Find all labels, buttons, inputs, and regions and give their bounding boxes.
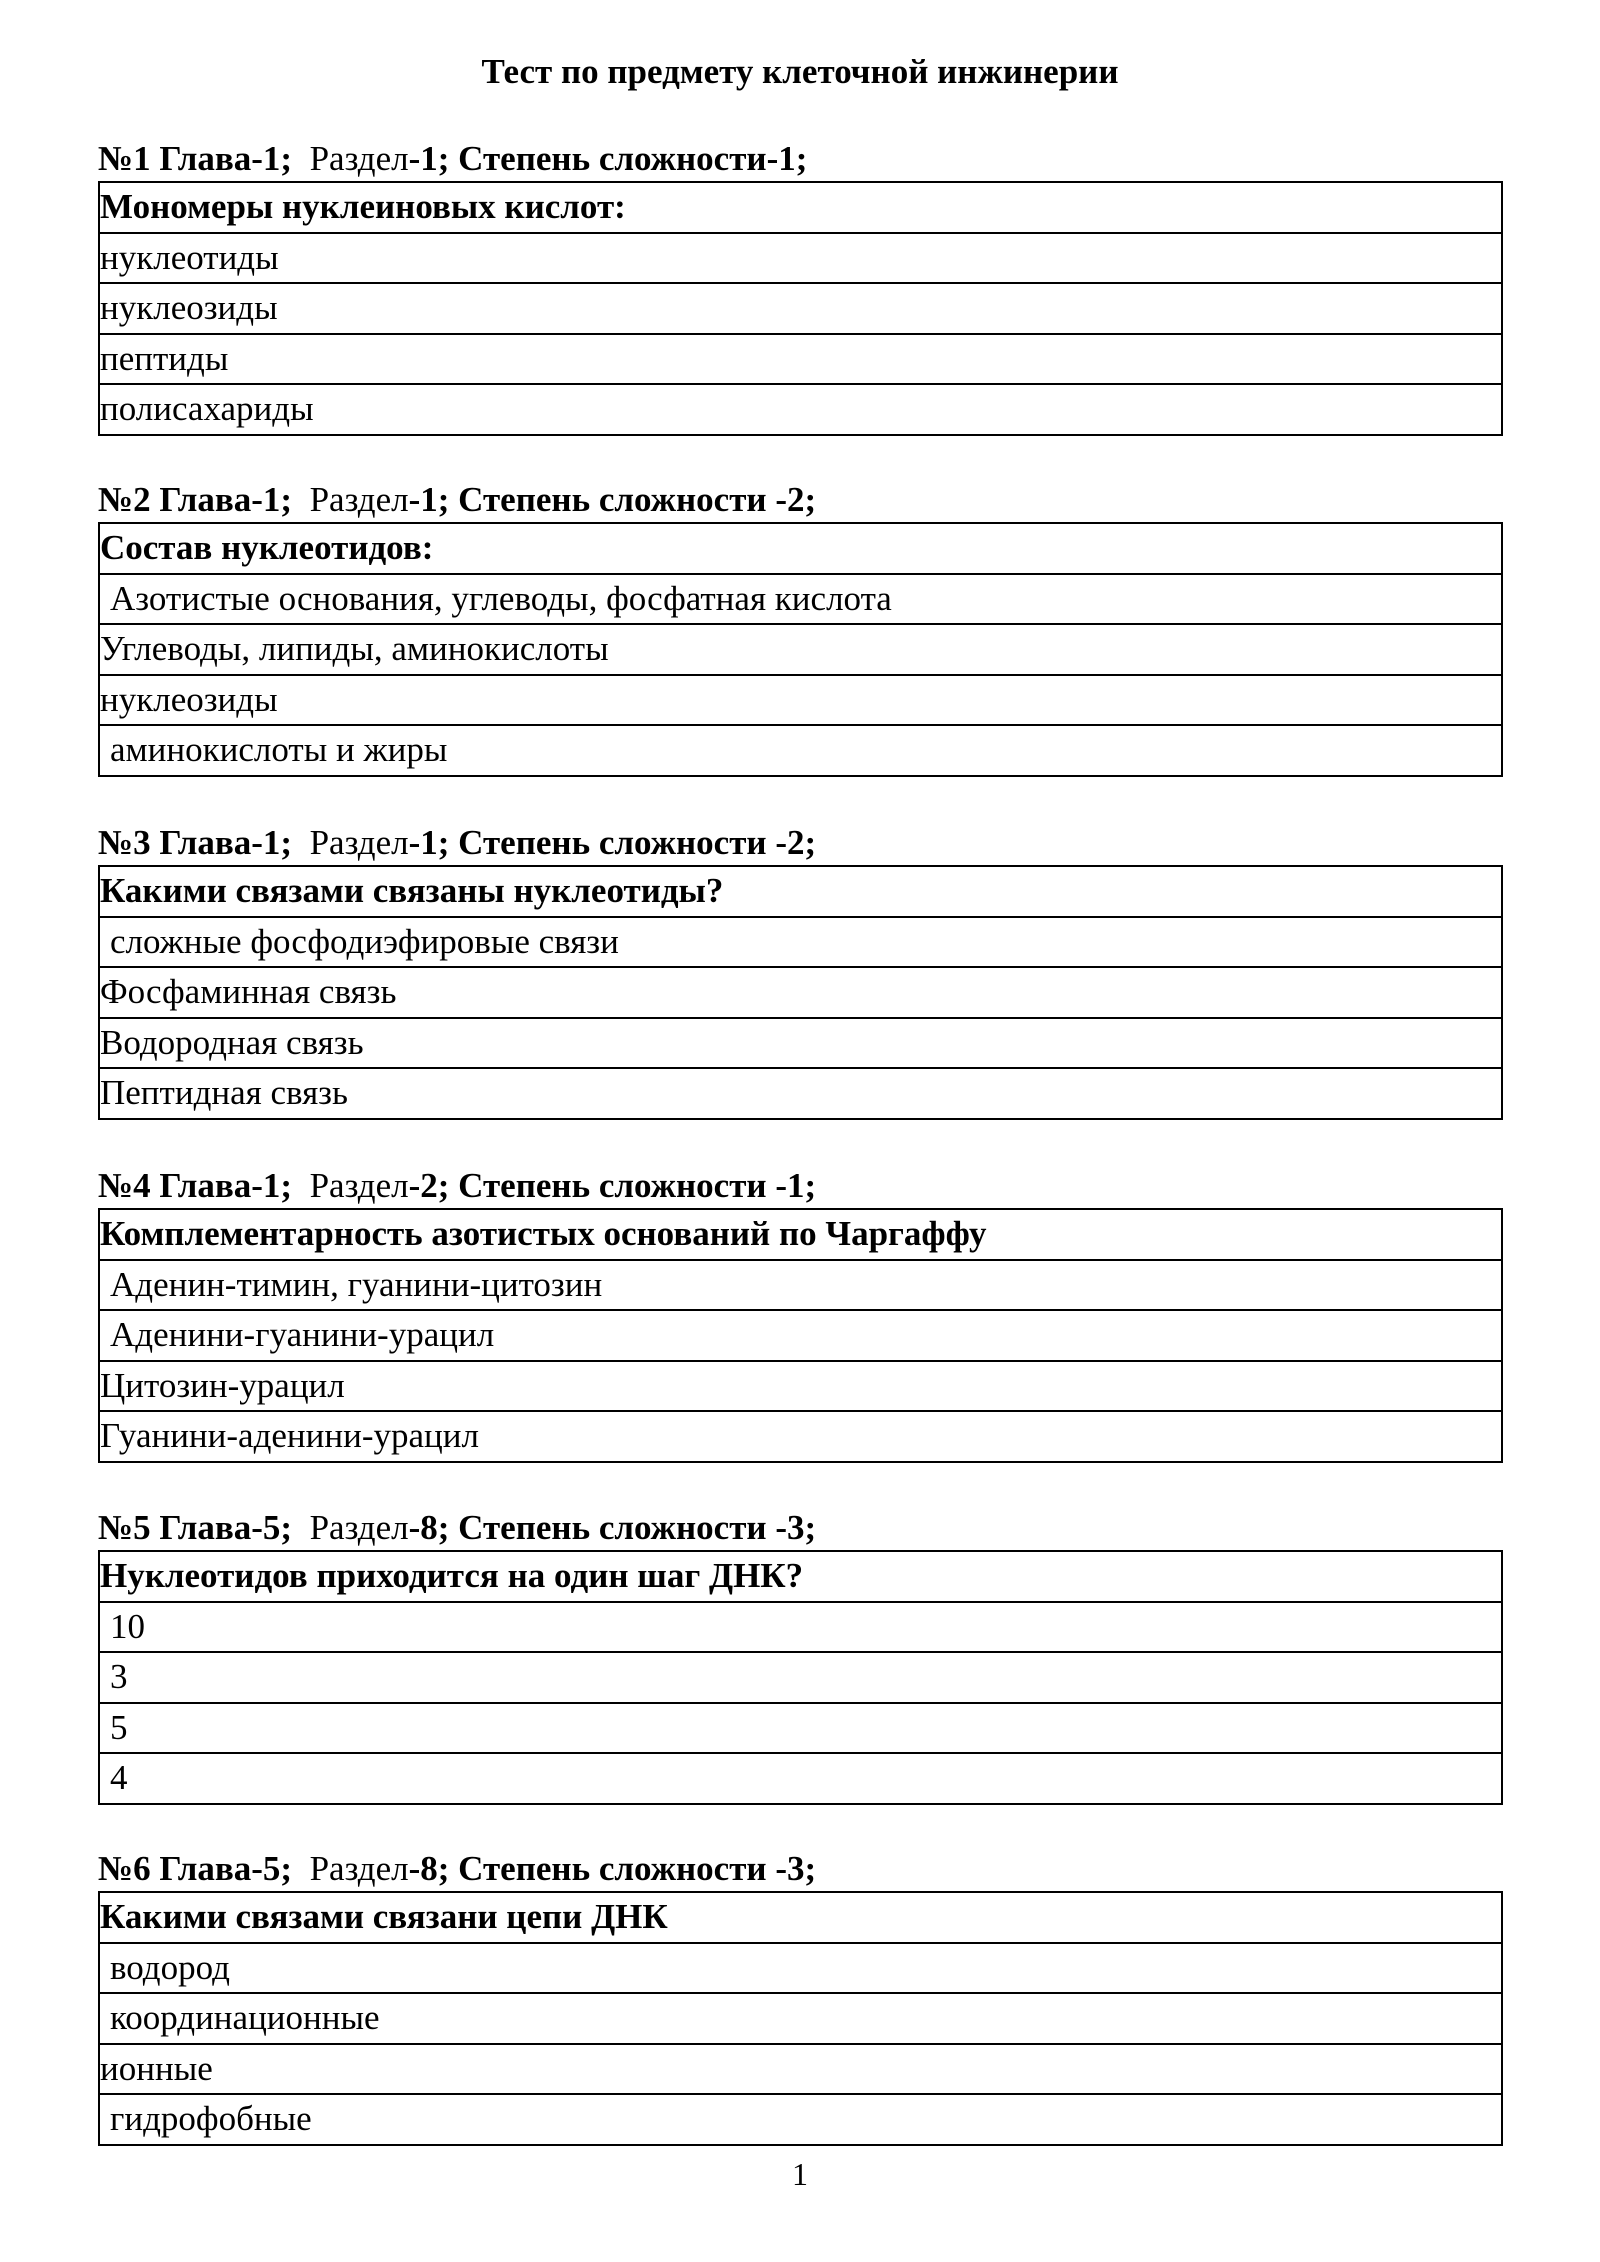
- answer-option: Углеводы, липиды, аминокислоты: [100, 623, 1501, 674]
- question-section-value: -2;: [408, 1166, 450, 1205]
- question-number: №6: [98, 1849, 151, 1888]
- question-section-label: Раздел: [309, 1849, 409, 1888]
- question-difficulty: Степень сложности-1;: [458, 139, 808, 178]
- answer-option: водород: [100, 1942, 1501, 1993]
- question-table: [98, 865, 1503, 1120]
- question-section-label: Раздел: [309, 480, 409, 519]
- question-section-label: Раздел: [309, 823, 409, 862]
- answer-option: координационные: [100, 1992, 1501, 2043]
- question-table: [98, 1208, 1503, 1463]
- question-section-label: Раздел: [309, 1508, 409, 1547]
- answer-option: Фосфаминная связь: [100, 966, 1501, 1017]
- question-difficulty: Степень сложности -3;: [458, 1508, 817, 1547]
- answer-option: Цитозин-урацил: [100, 1360, 1501, 1411]
- answer-option: 4: [100, 1752, 1501, 1803]
- question-block-2: [98, 478, 1503, 777]
- question-number: №2: [98, 480, 151, 519]
- question-chapter: Глава-5;: [159, 1508, 293, 1547]
- answer-option: Аденини-гуанини-урацил: [100, 1309, 1501, 1360]
- answer-option: нуклеозиды: [100, 674, 1501, 725]
- question-header: [98, 1506, 1503, 1550]
- question-section-label: Раздел: [309, 139, 409, 178]
- question-difficulty: Степень сложности -3;: [458, 1849, 817, 1888]
- question-header: [98, 478, 1503, 522]
- answer-option: полисахариды: [100, 383, 1501, 434]
- page-number: 1: [792, 2156, 808, 2192]
- question-block-4: [98, 1164, 1503, 1463]
- question-chapter: Глава-1;: [159, 823, 293, 862]
- question-chapter: Глава-1;: [159, 139, 293, 178]
- answer-option: 5: [100, 1702, 1501, 1753]
- answer-option: 10: [100, 1601, 1501, 1652]
- question-difficulty: Степень сложности -2;: [458, 480, 817, 519]
- question-table: [98, 1550, 1503, 1805]
- question-table: [98, 181, 1503, 436]
- answer-option: ионные: [100, 2043, 1501, 2094]
- answer-option: гидрофобные: [100, 2093, 1501, 2144]
- question-block-5: [98, 1506, 1503, 1805]
- answer-option: аминокислоты и жиры: [100, 724, 1501, 775]
- question-difficulty: Степень сложности -1;: [458, 1166, 817, 1205]
- question-stem: Состав нуклеотидов:: [100, 528, 434, 567]
- answer-option: Гуанини-аденини-урацил: [100, 1410, 1501, 1461]
- answer-option: Азотистые основания, углеводы, фосфатная кислота: [100, 573, 1501, 624]
- question-number: №5: [98, 1508, 151, 1547]
- question-table: [98, 1891, 1503, 2146]
- question-section-label: Раздел: [309, 1166, 409, 1205]
- question-stem: Мономеры нуклеиновых кислот:: [100, 187, 626, 226]
- question-stem: Какими связами связани цепи ДНК: [100, 1897, 668, 1936]
- answer-option: Аденин-тимин, гуанини-цитозин: [100, 1259, 1501, 1310]
- question-stem: Какими связами связаны нуклеотиды?: [100, 871, 724, 910]
- answer-option: сложные фосфодиэфировые связи: [100, 916, 1501, 967]
- answer-option: 3: [100, 1651, 1501, 1702]
- question-block-3: [98, 821, 1503, 1120]
- question-header: [98, 1847, 1503, 1891]
- question-section-value: -1;: [408, 480, 450, 519]
- question-chapter: Глава-1;: [159, 1166, 293, 1205]
- question-difficulty: Степень сложности -2;: [458, 823, 817, 862]
- answer-option: нуклеотиды: [100, 232, 1501, 283]
- answer-option: Пептидная связь: [100, 1067, 1501, 1118]
- question-block-1: [98, 137, 1503, 436]
- question-header: [98, 821, 1503, 865]
- question-number: №3: [98, 823, 151, 862]
- question-block-6: [98, 1847, 1503, 2146]
- question-header: [98, 1164, 1503, 1208]
- question-number: №1: [98, 139, 151, 178]
- question-table: [98, 522, 1503, 777]
- question-section-value: -8;: [408, 1849, 450, 1888]
- answer-option: Водородная связь: [100, 1017, 1501, 1068]
- question-chapter: Глава-1;: [159, 480, 293, 519]
- document-title: Тест по предмету клеточной инжинерии: [481, 52, 1119, 91]
- question-header: [98, 137, 1503, 181]
- answer-option: нуклеозиды: [100, 282, 1501, 333]
- question-stem: Нуклеотидов приходится на один шаг ДНК?: [100, 1556, 804, 1595]
- answer-option: пептиды: [100, 333, 1501, 384]
- question-section-value: -1;: [408, 139, 450, 178]
- question-section-value: -1;: [408, 823, 450, 862]
- question-section-value: -8;: [408, 1508, 450, 1547]
- question-chapter: Глава-5;: [159, 1849, 293, 1888]
- question-number: №4: [98, 1166, 151, 1205]
- question-stem: Комплементарность азотистых оснований по Чаргаффу: [100, 1214, 987, 1253]
